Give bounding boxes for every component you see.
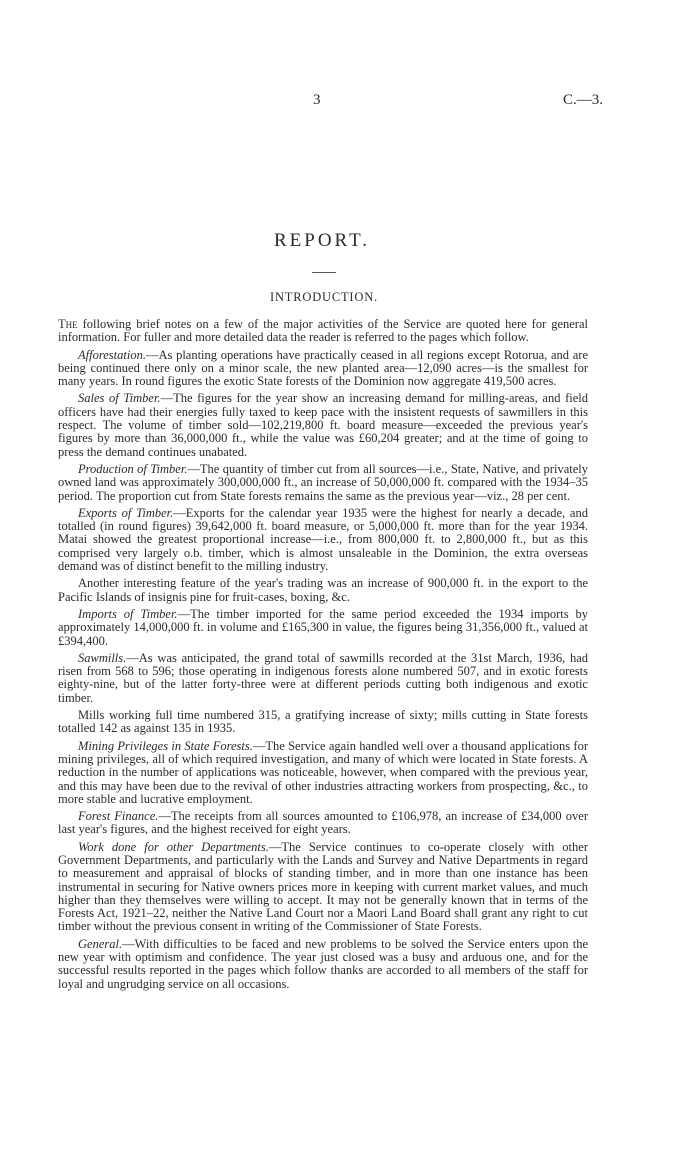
paragraph-forest-finance [58, 810, 588, 837]
paragraph-text: Mills working full time numbered 315, a gratifying increase of sixty; mills cutting in State forests totalled 142 as against 135 in 1935. [58, 708, 588, 736]
paragraph-general [58, 938, 588, 991]
paragraph-heading: Exports of Timber. [78, 505, 174, 520]
paragraph-text: —As was anticipated, the grand total of sawmills recorded at the 31st March, 1936, had risen from 568 to 596; those operating in indigenous forests alone numbered 507, and in exotic forests eighty-nine, but of the latter forty-three were at different periods cutting both indigenous and exotic timber. [58, 650, 588, 705]
paragraph-heading: Work done for other Departments. [78, 839, 269, 854]
report-title: REPORT. [273, 230, 371, 251]
page-number: 3 [313, 92, 321, 108]
paragraph-heading: Imports of Timber. [78, 606, 178, 621]
paragraph-exports-continued [58, 577, 588, 604]
section-heading: INTRODUCTION. [270, 290, 378, 304]
lead-word: The [58, 317, 78, 331]
paragraph-text: —Exports for the calendar year 1935 were the highest for nearly a decade, and totalled (in round figures) 39,642,000 ft. board measure, or 5,000,000 ft. more than for the year 1934. Matai showed the greatest proportional increase—i.e., from 800,000 ft. to 2,800,000 ft., but as this comprised very largely o.b. timber, which is almost unsaleable in the Dominion, the extra overseas demand was of distinct benefit to the milling industry. [58, 505, 588, 574]
paragraph-text: —The timber imported for the same period exceeded the 1934 imports by approximately 14,000,000 ft. in volume and £165,300 in value, the figures being 31,356,000 ft., valued at £394,400. [58, 606, 588, 648]
paragraph-heading: Production of Timber. [78, 461, 188, 476]
paragraph-sawmills [58, 652, 588, 705]
paragraph-imports-of-timber [58, 608, 588, 648]
paragraph-heading: Mining Privileges in State Forests. [78, 738, 253, 753]
paragraph-other-departments [58, 841, 588, 934]
paragraph-heading: Sawmills. [78, 650, 127, 665]
paragraph-heading: Afforestation. [78, 347, 146, 362]
paragraph-text: —The Service continues to co-operate closely with other Government Departments, and particularly with the Lands and Survey and Native Departments in regard to measurement and appraisal of blocks of standing timber, and in more than one instance has been instrumental in securing for Native owners prices more in keeping with current market values, and much higher than they themselves were willing to accept. It may not be generally known that in terms of the Forests Act, 1921–22, neither the Native Land Court nor a Maori Land Board shall grant any right to cut timber without the previous consent in writing of the Commissioner of State Forests. [58, 839, 588, 934]
paragraph-mining-privileges [58, 740, 588, 806]
paragraph-text: —As planting operations have practically ceased in all regions except Rotorua, and are being continued there only on a minor scale, the new planted area—12,090 acres—is the smallest for many years. In round figures the exotic State forests of the Dominion now aggregate 419,500 acres. [58, 347, 588, 389]
paragraph-heading: Sales of Timber. [78, 391, 161, 406]
paragraph-intro [58, 318, 588, 345]
document-code: C.—3. [563, 92, 604, 108]
paragraph-text: following brief notes on a few of the major activities of the Service are quoted here for general information. For fuller and more detailed data the reader is referred to the pages which follow. [58, 317, 588, 345]
paragraph-text: —With difficulties to be faced and new problems to be solved the Service enters upon the new year with optimism and confidence. The year just closed was a busy and arduous one, and for the successful results reported in the pages which follow thanks are accorded to all members of the staff for loyal and ungrudging service on all occasions. [58, 936, 588, 991]
paragraph-heading: Forest Finance. [78, 809, 159, 824]
title-divider [312, 272, 336, 273]
paragraph-heading: General. [78, 936, 123, 951]
paragraph-afforestation [58, 349, 588, 389]
paragraph-text: —The quantity of timber cut from all sources—i.e., State, Native, and privately owned land was approximately 300,000,000 ft., an increase of 50,000,000 ft. compared with the 1934–35 period. The proportion cut from State forests remains the same as the previous year—viz., 28 per cent. [58, 461, 588, 503]
paragraph-text: —The Service again handled well over a thousand applications for mining privileges, all of which required investigation, and many of which were located in State forests. A reduction in the number of applications was noticeable, however, when compared with the previous year, and this may have been due to the revival of other industries attracting workers from prospecting, &c., to more stable and lucrative employment. [58, 738, 588, 806]
paragraph-exports-of-timber [58, 507, 588, 573]
paragraph-sawmills-continued [58, 709, 588, 736]
report-body [58, 318, 588, 995]
paragraph-text: —The receipts from all sources amounted to £106,978, an increase of £34,000 over last year's figures, and the highest received for eight years. [58, 809, 588, 837]
paragraph-sales-of-timber [58, 392, 588, 458]
paragraph-text: —The figures for the year show an increasing demand for milling-areas, and field officers have had their energies fully taxed to keep pace with the insistent requests of sawmillers in this respect. The volume of timber sold—102,219,800 ft. board measure—exceeded the previous year's figures by more than 36,000,000 ft., while the value was £60,204 greater; and at the time of going to press the demand continues unabated. [58, 391, 588, 459]
paragraph-production-of-timber [58, 463, 588, 503]
paragraph-text: Another interesting feature of the year's trading was an increase of 900,000 ft. in the export to the Pacific Islands of insignis pine for fruit-cases, boxing, &c. [58, 576, 588, 604]
